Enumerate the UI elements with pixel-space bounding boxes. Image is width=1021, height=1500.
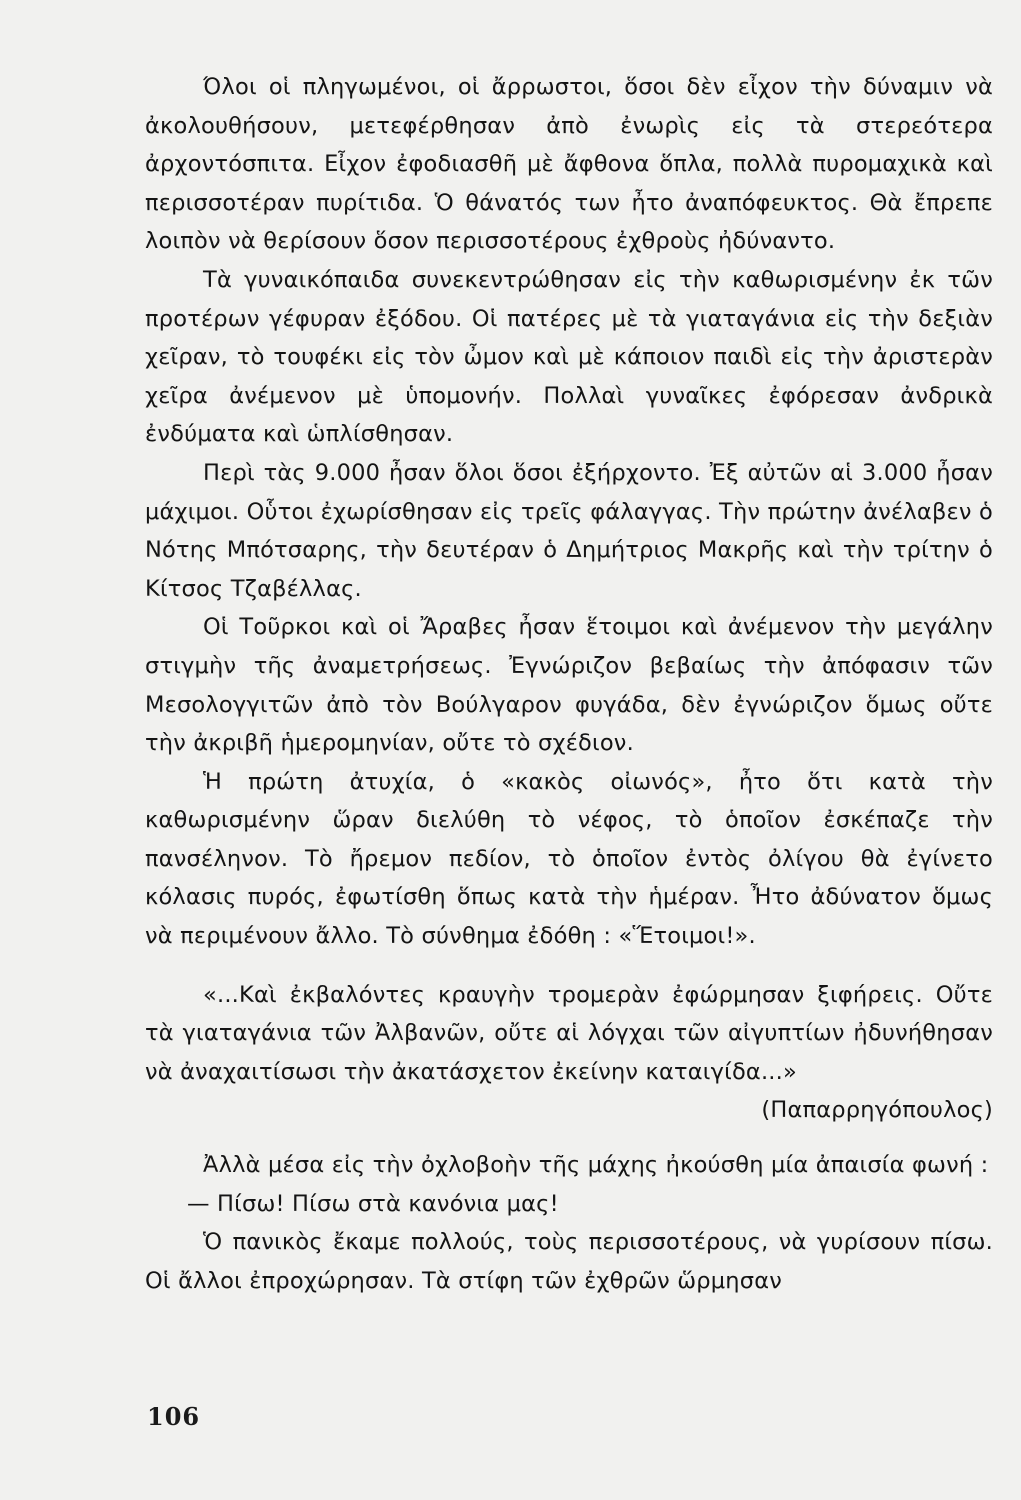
block-quote	[145, 976, 993, 1130]
quote-attribution: (Παπαρρηγόπουλος)	[761, 1097, 993, 1124]
paragraph-1: Όλοι οἱ πληγωμένοι, οἱ ἄρρωστοι, ὅσοι δὲν εἶχον τὴν δύναμιν νὰ ἀκολουθήσουν, μετεφέρθησαν ἀπὸ ἐνωρὶς εἰς τὰ στερεότερα ἀρχοντόσπιτα. Εἶχον ἐφοδιασθῆ μὲ ἄφθονα ὅπλα, πολλὰ πυρομαχικὰ καὶ περισσοτέραν πυρίτιδα. Ὁ θάνατός των ἦτο ἀναπόφευκτος. Θὰ ἔπρεπε λοιπὸν νὰ θερίσουν ὅσον περισσοτέρους ἐχθροὺς ἠδύναντο.	[145, 74, 993, 255]
paragraph-4: Οἱ Τοῦρκοι καὶ οἱ Ἄραβες ἦσαν ἕτοιμοι καὶ ἀνέμενον τὴν μεγάλην στιγμὴν τῆς ἀναμετρήσεως. Ἐγνώριζον βεβαίως τὴν ἀπόφασιν τῶν Μεσολογγιτῶν ἀπὸ τὸν Βούλγαρον φυγάδα, δὲν ἐγνώριζον ὅμως οὔτε τὴν ἀκριβῆ ἡμερομηνίαν, οὔτε τὸ σχέδιον.	[145, 614, 993, 757]
dialogue-line: — Πίσω! Πίσω στὰ κανόνια μας!	[187, 1190, 559, 1217]
paragraph-5: Ἡ πρώτη ἀτυχία, ὁ «κακὸς οἰωνός», ἦτο ὅτι κατὰ τὴν καθωρισμένην ὥραν διελύθη τὸ νέφος, τὸ ὁποῖον ἐσκέπαζε τὴν πανσέληνον. Τὸ ἤρεμον πεδίον, τὸ ὁποῖον ἐντὸς ὀλίγου θὰ ἐγίνετο κόλασις πυρός, ἐφωτίσθη ὅπως κατὰ τὴν ἡμέραν. Ἦτο ἀδύνατον ὅμως νὰ περιμένουν ἄλλο. Τὸ σύνθημα ἐδόθη : «Ἕτοιμοι!».	[145, 768, 993, 950]
paragraph-3: Περὶ τὰς 9.000 ἦσαν ὅλοι ὅσοι ἐξήρχοντο. Ἐξ αὐτῶν αἱ 3.000 ἦσαν μάχιμοι. Οὗτοι ἐχωρίσθησαν εἰς τρεῖς φάλαγγας. Τὴν πρώτην ἀνέλαβεν ὁ Νότης Μπότσαρης, τὴν δευτέραν ὁ Δημήτριος Μακρῆς καὶ τὴν τρίτην ὁ Κίτσος Τζαβέλλας.	[145, 459, 993, 602]
body-text	[145, 68, 993, 1300]
quote-text: «...Καὶ ἐκβαλόντες κραυγὴν τρομερὰν ἐφώρμησαν ξιφήρεις. Οὔτε τὰ γιαταγάνια τῶν Ἀλβανῶν, οὔτε αἱ λόγχαι τῶν αἰγυπτίων ἠδυνήθησαν νὰ ἀναχαιτίσωσι τὴν ἀκατάσχετον ἐκείνην καταιγίδα...»	[145, 981, 993, 1085]
page-number: 106	[147, 1402, 201, 1431]
final-paragraph: Ὁ πανικὸς ἔκαμε πολλούς, τοὺς περισσοτέρους, νὰ γυρίσουν πίσω. Οἱ ἄλλοι ἐπροχώρησαν. Τὰ στίφη τῶν ἐχθρῶν ὥρμησαν	[145, 1229, 993, 1294]
paragraph-2: Τὰ γυναικόπαιδα συνεκεντρώθησαν εἰς τὴν καθωρισμένην ἐκ τῶν προτέρων γέφυραν ἐξόδου. Οἱ πατέρες μὲ τὰ γιαταγάνια εἰς τὴν δεξιὰν χεῖραν, τὸ τουφέκι εἰς τὸν ὦμον καὶ μὲ κάποιον παιδὶ εἰς τὴν ἀριστερὰν χεῖρα ἀνέμενον μὲ ὑπομονήν. Πολλαὶ γυναῖκες ἐφόρεσαν ἀνδρικὰ ἐνδύματα καὶ ὡπλίσθησαν.	[145, 266, 993, 448]
paragraph-after-quote: Ἀλλὰ μέσα εἰς τὴν ὀχλοβοὴν τῆς μάχης ἠκούσθη μία ἀπαισία φωνή :	[203, 1152, 989, 1179]
